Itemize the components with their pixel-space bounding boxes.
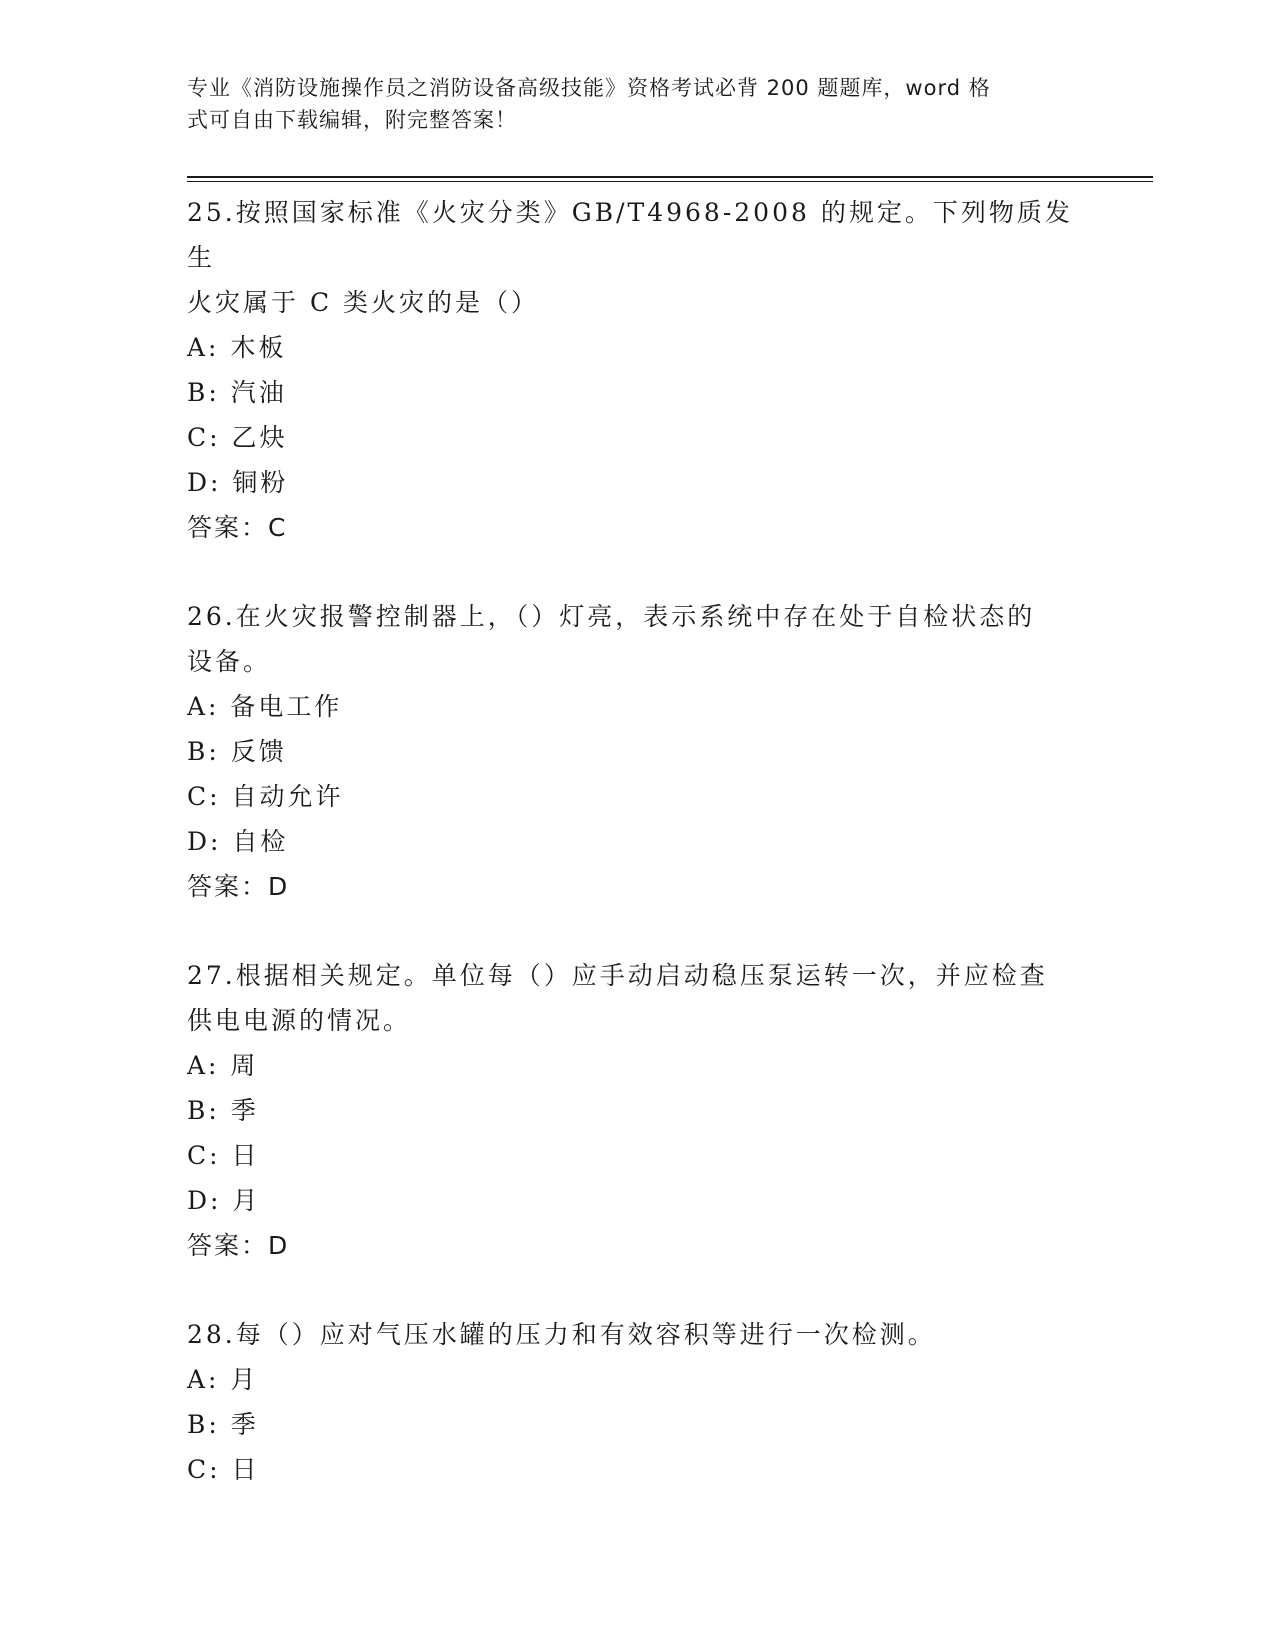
option-c: C: 乙炔 (187, 423, 288, 452)
question-25 (187, 188, 1087, 550)
question-stem-line: 设备。 (187, 647, 272, 676)
question-spacer (187, 550, 1087, 592)
option-a: A: 月 (187, 1365, 259, 1394)
option-c: C: 日 (187, 1455, 260, 1484)
option-b: B: 汽油 (187, 378, 287, 407)
question-list (187, 188, 1087, 1492)
option-c: C: 自动允许 (187, 782, 344, 811)
question-stem (187, 188, 1087, 325)
question-spacer (187, 1268, 1087, 1310)
header-line-2: 式可自由下载编辑，附完整答案！ (187, 108, 517, 132)
question-stem-line: 28.每（）应对气压水罐的压力和有效容积等进行一次检测。 (187, 1320, 936, 1349)
question-26 (187, 592, 1087, 909)
option-d: D: 自检 (187, 827, 289, 856)
question-27 (187, 951, 1087, 1268)
question-spacer (187, 909, 1087, 951)
option-d: D: 铜粉 (187, 468, 289, 497)
option-d: D: 月 (187, 1186, 261, 1215)
option-c: C: 日 (187, 1141, 260, 1170)
question-stem (187, 1310, 1087, 1357)
header-divider-thin (187, 181, 1153, 182)
header-divider-thick (187, 176, 1153, 178)
option-a: A: 木板 (187, 333, 287, 362)
option-a: A: 备电工作 (187, 692, 343, 721)
question-28 (187, 1310, 1087, 1492)
question-stem-line: 27.根据相关规定。单位每（）应手动启动稳压泵运转一次，并应检查 (187, 961, 1048, 990)
option-b: B: 季 (187, 1096, 259, 1125)
answer-label: 答案：D (187, 1231, 290, 1260)
question-stem-line: 25.按照国家标准《火灾分类》GB/T4968-2008 的规定。下列物质发生 (187, 198, 1073, 272)
answer-label: 答案：C (187, 513, 288, 542)
answer-label: 答案：D (187, 872, 290, 901)
question-stem-line: 火灾属于 C 类火灾的是（） (187, 288, 540, 317)
header-line-1: 专业《消防设施操作员之消防设备高级技能》资格考试必背 200 题题库，word 格 (187, 76, 991, 100)
question-stem-line: 26.在火灾报警控制器上，（）灯亮，表示系统中存在处于自检状态的 (187, 602, 1036, 631)
document-header (187, 72, 1067, 136)
question-stem (187, 951, 1087, 1043)
option-b: B: 季 (187, 1410, 259, 1439)
question-stem-line: 供电电源的情况。 (187, 1006, 412, 1035)
option-a: A: 周 (187, 1051, 259, 1080)
option-b: B: 反馈 (187, 737, 287, 766)
question-stem (187, 592, 1087, 684)
